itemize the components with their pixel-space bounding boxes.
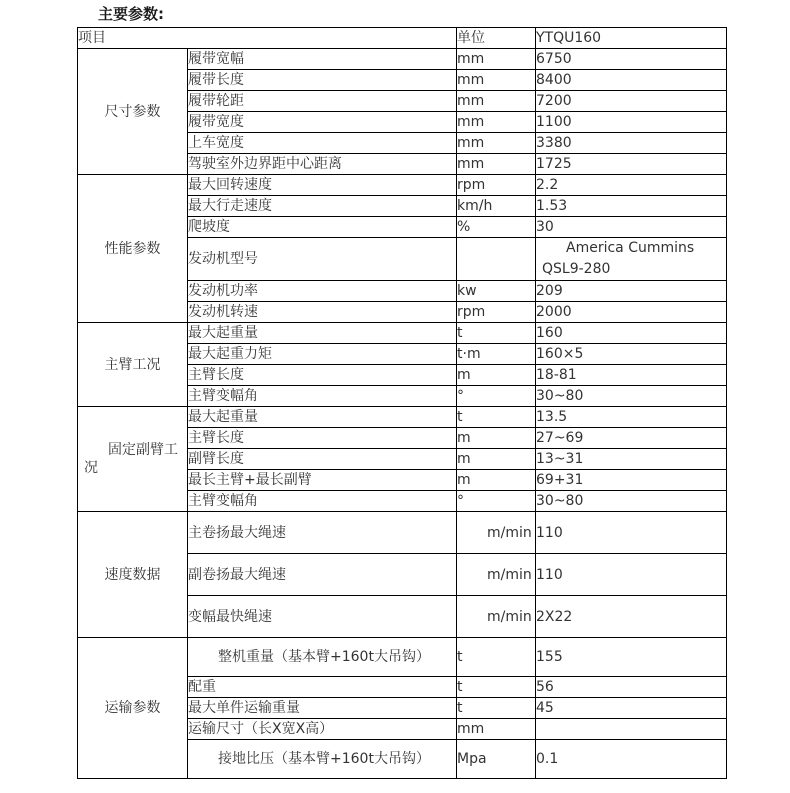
header-model: YTQU160 [536,28,727,49]
value-cell: 0.1 [536,740,727,779]
value-cell: 18-81 [536,365,727,386]
unit-cell: t [457,677,536,698]
category-fixed-jib [78,407,188,512]
value-cell: 160 [536,323,727,344]
value-cell: 30~80 [536,491,727,512]
table-row [78,323,727,344]
item-cell: 最大行走速度 [188,196,457,217]
value-cell: 30 [536,217,727,238]
unit-cell: m [457,365,536,386]
unit-cell: t [457,323,536,344]
item-cell: 主卷扬最大绳速 [188,512,457,554]
value-cell: 1100 [536,112,727,133]
item-cell: 主臂变幅角 [188,386,457,407]
item-cell: 上车宽度 [188,133,457,154]
unit-cell: m/min [457,596,536,638]
value-cell: 2.2 [536,175,727,196]
value-cell [536,719,727,740]
value-cell: 160×5 [536,344,727,365]
value-cell: 155 [536,638,727,677]
item-cell: 发动机功率 [188,281,457,302]
value-cell: 6750 [536,49,727,70]
item-cell: 最大起重量 [188,407,457,428]
header-item: 项目 [78,28,457,49]
value-cell: 110 [536,512,727,554]
unit-cell: t [457,698,536,719]
header-unit: 单位 [457,28,536,49]
item-cell: 最大回转速度 [188,175,457,196]
value-cell: 13.5 [536,407,727,428]
item-cell: 最大单件运输重量 [188,698,457,719]
item-cell: 发动机型号 [188,238,457,281]
table-header-row [78,28,727,49]
value-cell: 110 [536,554,727,596]
item-cell: 副臂长度 [188,449,457,470]
item-cell: 副卷扬最大绳速 [188,554,457,596]
item-cell: 接地比压（基本臂+160t大吊钩） [188,740,457,779]
category-dimensions: 尺寸参数 [78,49,188,175]
value-cell: 13~31 [536,449,727,470]
unit-cell: m [457,470,536,491]
unit-cell: m [457,449,536,470]
item-cell: 履带宽度 [188,112,457,133]
page-title: 主要参数: [98,5,164,23]
category-performance: 性能参数 [78,175,188,323]
value-cell: 27~69 [536,428,727,449]
item-cell: 履带轮距 [188,91,457,112]
unit-cell: mm [457,719,536,740]
value-cell: 69+31 [536,470,727,491]
item-cell: 最大起重量 [188,323,457,344]
value-cell: 2000 [536,302,727,323]
value-cell: 30~80 [536,386,727,407]
category-speed: 速度数据 [78,512,188,638]
unit-cell: t [457,407,536,428]
unit-cell: ° [457,386,536,407]
unit-cell: mm [457,154,536,175]
item-cell: 运输尺寸（长X宽X高） [188,719,457,740]
item-cell: 变幅最快绳速 [188,596,457,638]
unit-cell: km/h [457,196,536,217]
unit-cell: rpm [457,302,536,323]
unit-cell: t [457,638,536,677]
unit-cell: mm [457,49,536,70]
unit-cell: Mpa [457,740,536,779]
table-row [78,175,727,196]
unit-cell: mm [457,112,536,133]
category-fixed-jib-label: 固定副臂工况 [84,442,178,476]
value-cell: America Cummins QSL9-280 [536,238,727,281]
unit-cell: m/min [457,512,536,554]
unit-cell: ° [457,491,536,512]
parameter-table [77,27,727,779]
item-cell: 最长主臂+最长副臂 [188,470,457,491]
table-row [78,407,727,428]
category-transport: 运输参数 [78,638,188,779]
unit-cell: % [457,217,536,238]
category-main-boom: 主臂工况 [78,323,188,407]
value-cell: 8400 [536,70,727,91]
table-row [78,49,727,70]
table-row [78,638,727,677]
item-cell: 驾驶室外边界距中心距离 [188,154,457,175]
table-row [78,512,727,554]
item-cell: 爬坡度 [188,217,457,238]
value-cell: 1725 [536,154,727,175]
item-cell: 主臂长度 [188,365,457,386]
unit-cell: m/min [457,554,536,596]
item-cell: 主臂长度 [188,428,457,449]
item-cell: 整机重量（基本臂+160t大吊钩） [188,638,457,677]
value-cell: 209 [536,281,727,302]
unit-cell: kw [457,281,536,302]
item-cell: 主臂变幅角 [188,491,457,512]
item-cell: 履带长度 [188,70,457,91]
value-cell: 45 [536,698,727,719]
item-cell: 配重 [188,677,457,698]
unit-cell [457,238,536,281]
value-cell: 3380 [536,133,727,154]
unit-cell: rpm [457,175,536,196]
unit-cell: mm [457,91,536,112]
value-cell: 2X22 [536,596,727,638]
item-cell: 履带宽幅 [188,49,457,70]
value-cell: 7200 [536,91,727,112]
item-cell: 发动机转速 [188,302,457,323]
unit-cell: mm [457,133,536,154]
unit-cell: m [457,428,536,449]
unit-cell: mm [457,70,536,91]
item-cell: 最大起重力矩 [188,344,457,365]
unit-cell: t·m [457,344,536,365]
value-cell: 1.53 [536,196,727,217]
value-cell: 56 [536,677,727,698]
